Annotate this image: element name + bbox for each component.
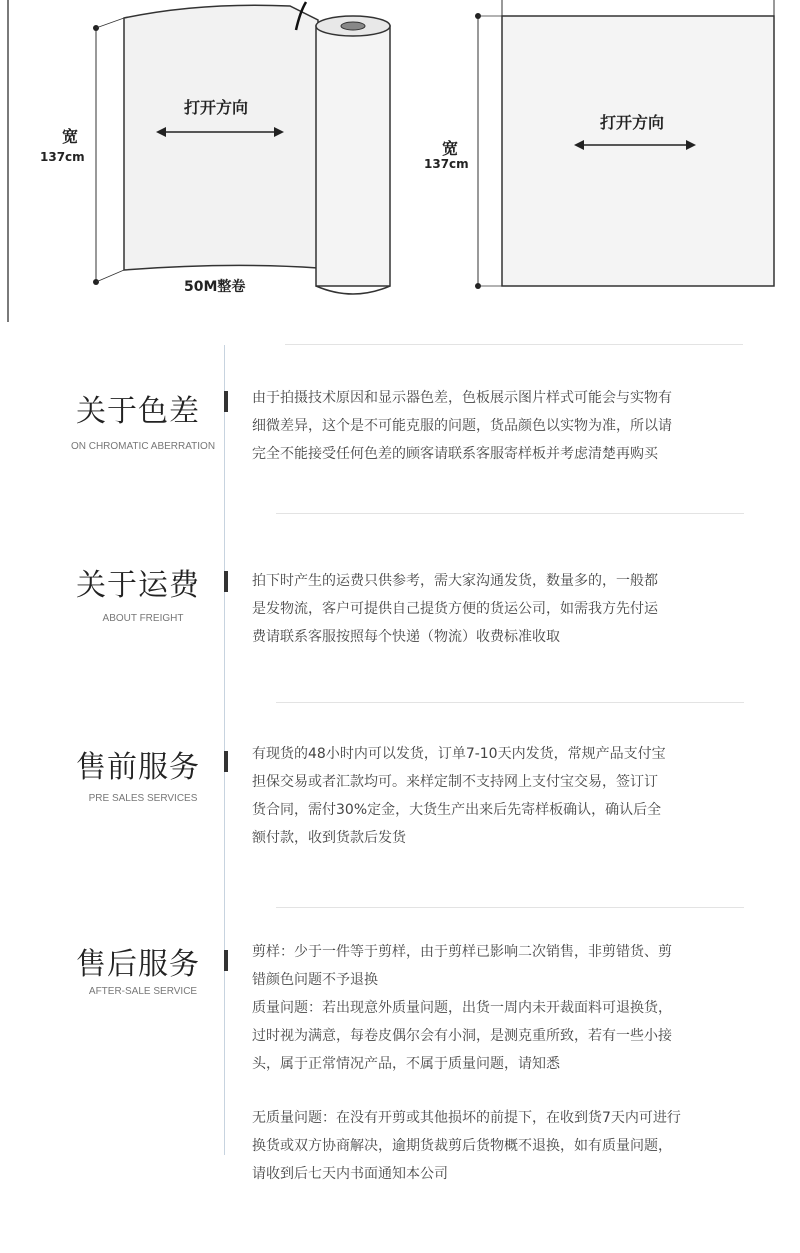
section-subtitle: ON CHROMATIC ABERRATION	[70, 441, 216, 452]
body-line: 是发物流，客户可提供自己提货方便的货运公司，如需我方先付运	[252, 601, 658, 617]
section-subtitle: PRE SALES SERVICES	[88, 793, 198, 804]
section-title: 售后服务	[76, 947, 200, 982]
body-line: 费请联系客服按照每个快递（物流）收费标准收取	[252, 629, 560, 645]
section-marker	[224, 751, 228, 772]
section-marker	[224, 571, 228, 592]
body-line: 拍下时产生的运费只供参考，需大家沟通发货，数量多的，一般都	[252, 573, 658, 589]
vertical-divider	[224, 345, 225, 1155]
body-line: 有现货的48小时内可以发货，订单7-10天内发货，常规产品支付宝	[252, 746, 666, 762]
section-subtitle: ABOUT FREIGHT	[102, 613, 184, 624]
section-subtitle: AFTER-SALE SERVICE	[88, 986, 198, 997]
section-title: 售前服务	[76, 750, 200, 785]
body-line: 过时视为满意，每卷皮偶尔会有小洞，是测克重所致，若有一些小接	[252, 1028, 672, 1044]
section-marker	[224, 391, 228, 412]
diagram-drawing	[0, 0, 800, 330]
right-width-value: 137cm	[424, 157, 469, 171]
section-separator	[276, 513, 744, 514]
section-body	[252, 567, 752, 651]
body-line: 由于拍摄技术原因和显示器色差，色板展示图片样式可能会与实物有	[252, 390, 672, 406]
body-line: 无质量问题：在没有开剪或其他损坏的前提下，在收到货7天内可进行	[252, 1110, 681, 1126]
section-body	[252, 384, 752, 468]
section-separator	[285, 344, 743, 345]
section-title: 关于色差	[76, 394, 200, 429]
section-body	[252, 740, 752, 852]
left-width-label: 宽	[62, 127, 79, 146]
left-direction-label: 打开方向	[184, 98, 249, 117]
left-width-value: 137cm	[40, 150, 85, 164]
body-line: 质量问题：若出现意外质量问题，出货一周内未开裁面料可退换货，	[252, 1000, 672, 1016]
body-line: 换货或双方协商解决，逾期货裁剪后货物概不退换，如有质量问题，	[252, 1138, 672, 1154]
right-direction-label: 打开方向	[600, 113, 665, 132]
section-separator	[276, 702, 744, 703]
body-line: 货合同，需付30%定金，大货生产出来后先寄样板确认，确认后全	[252, 802, 662, 818]
right-width-label: 宽	[442, 139, 459, 158]
fabric-dimension-diagram	[0, 0, 800, 330]
body-line: 头，属于正常情况产品，不属于质量问题，请知悉	[252, 1056, 560, 1072]
body-line: 完全不能接受任何色差的顾客请联系客服寄样板并考虑清楚再购买	[252, 446, 658, 462]
paragraph-gap	[252, 1078, 752, 1104]
section-body	[252, 938, 752, 1188]
section-separator	[276, 907, 744, 908]
body-line: 错颜色问题不予退换	[252, 972, 378, 988]
section-marker	[224, 950, 228, 971]
body-line: 担保交易或者汇款均可。来样定制不支持网上支付宝交易，签订订	[252, 774, 658, 790]
roll-length-label: 50M整卷	[184, 279, 246, 295]
body-line: 请收到后七天内书面通知本公司	[252, 1166, 448, 1182]
body-line: 额付款，收到货款后发货	[252, 830, 406, 846]
body-line: 细微差异，这个是不可能克服的问题，货品颜色以实物为准，所以请	[252, 418, 672, 434]
body-line: 剪样：少于一件等于剪样，由于剪样已影响二次销售，非剪错货、剪	[252, 944, 672, 960]
section-title: 关于运费	[76, 568, 200, 603]
